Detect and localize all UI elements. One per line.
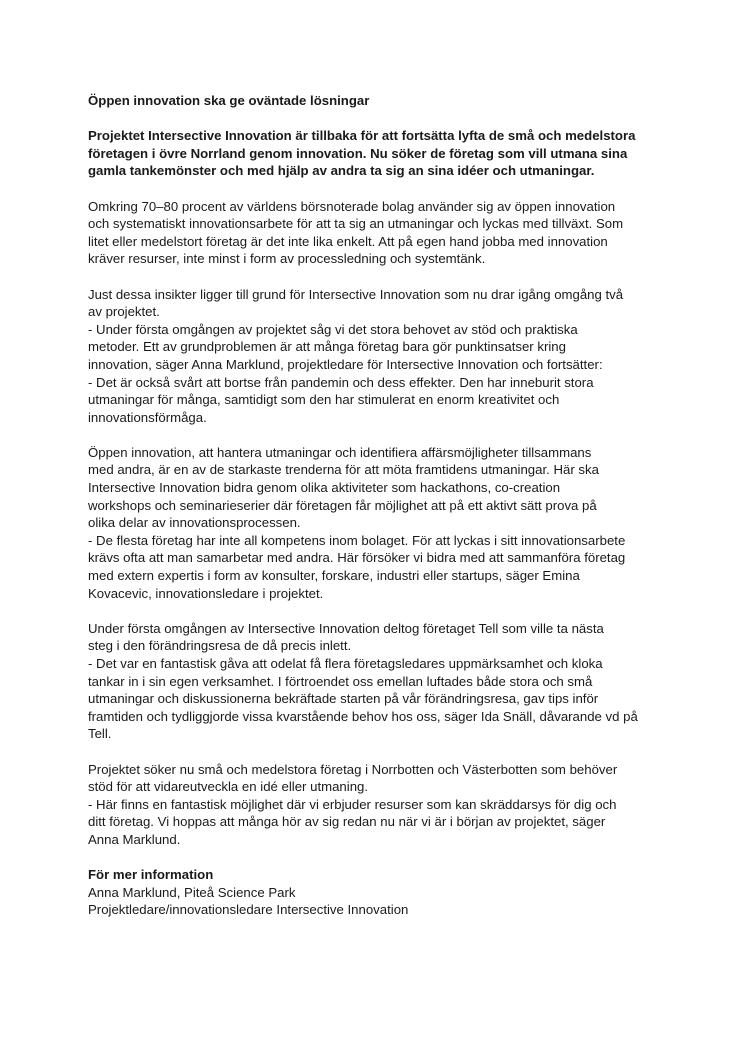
more-info-section — [88, 866, 660, 919]
body-paragraph-4: Under första omgången av Intersective Innovation deltog företaget Tell som ville ta nästa steg i den förändringsresa de då precis inlett. - Det var en fantastisk gåva att odelat få flera företagsledares uppmärksamhet och kloka tankar in i sin egen verksamhet. I förtroendet oss emellan luftades både stora och små utmaningar och diskussionerna bekräftade starten på vår förändringsresa, gav tips inför framtiden och tydliggjorde vissa kvarstående behov hos oss, säger Ida Snäll, dåvarande vd på Tell. — [88, 620, 638, 742]
contact-role: Projektledare/innovationsledare Intersective Innovation — [88, 902, 409, 918]
body-paragraph-3: Öppen innovation, att hantera utmaningar och identifiera affärsmöjligheter tillsammans med andra, är en av de starkaste trenderna för att möta framtidens utmaningar. Här ska Intersective Innovation bidra genom olika aktiviteter som hackathons, co-creation workshops och seminarieserier där företagen får möjlighet att på ett aktivt sätt prova på olika delar av innovationsprocessen. - De flesta företag har inte all kompetens inom bolaget. För att lyckas i sitt innovationsarbete krävs ofta att man samarbetar med andra. Här försöker vi bidra med att sammanföra företag med extern expertis i form av konsulter, forskare, industri eller startups, säger Emina Kovacevic, innovationsledare i projektet. — [88, 444, 626, 601]
more-info-heading: För mer information — [88, 867, 214, 883]
body-paragraph-1: Omkring 70–80 procent av världens börsnoterade bolag använder sig av öppen innovation och systematiskt innovationsarbete för att ta sig an utmaningar och lyckas med tillväxt. Som litet eller medelstort företag är det inte lika enkelt. Att på egen hand jobba med innovation kräver resurser, inte minst i form av processledning och systemtänk. — [88, 198, 624, 267]
contact-name: Anna Marklund, Piteå Science Park — [88, 884, 296, 900]
body-paragraph-2: Just dessa insikter ligger till grund för Intersective Innovation som nu drar igång omgång två av projektet. - Under första omgången av projektet såg vi det stora behovet av stöd och praktiska metoder. Ett av grundproblemen är att många företag bara gör punktinsatser kring innovation, säger Anna Marklund, projektledare för Intersective Innovation och fortsätter: - Det är också svårt att bortse från pandemin och dess effekter. Den har inneburit stora utmaningar för många, samtidigt som den har stimulerat en enorm kreativitet och innovationsförmåga. — [88, 286, 624, 425]
document-body — [88, 92, 660, 919]
document-heading: Öppen innovation ska ge oväntade lösningar — [88, 93, 370, 108]
lead-paragraph: Projektet Intersective Innovation är tillbaka för att fortsätta lyfta de små och medelstora företagen i övre Norrland genom innovation. Nu söker de företag som vill utmana sina gamla tankemönster och med hjälp av andra ta sig an sina idéer och utmaningar. — [88, 128, 636, 179]
body-paragraph-5: Projektet söker nu små och medelstora företag i Norrbotten och Västerbotten som behöver stöd för att vidareutveckla en idé eller utmaning. - Här finns en fantastisk möjlighet där vi erbjuder resurser som kan skräddarsys för dig och ditt företag. Vi hoppas att många hör av sig redan nu när vi är i början av projektet, säger Anna Marklund. — [88, 761, 618, 847]
